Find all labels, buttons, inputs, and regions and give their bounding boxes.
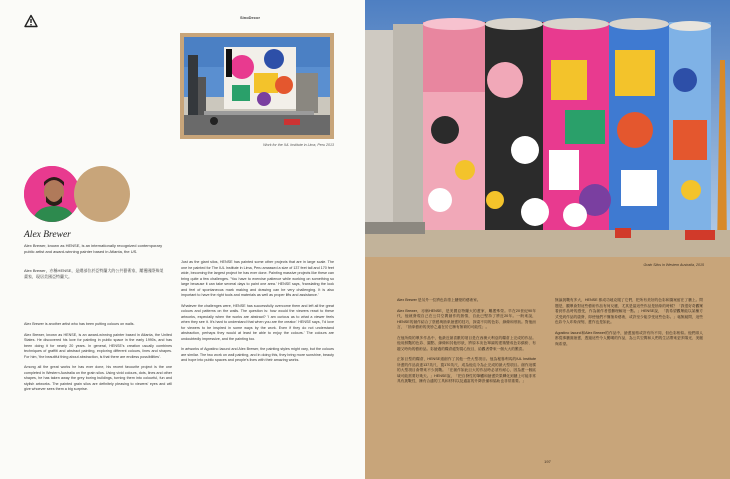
paragraph: 無論挑戰有多大，HENSE 都成功地克服了它們，把所有美好的色彩和圖案留在了牆上。問題是，觀眾會對這些藝術作品有何反應，尤其是當這些作品是抽象的時候？「我很好奇觀眾看到作品時的感受，作為創作者很難理解這一點。」HENSE說，「我希望觀眾能以某種方式受到作品的啟發，即使他們不懂抽象藝術，或許至少能享受這些色彩。」毫無疑問，這些色彩令人印象深刻，畫作也是如此。: [555, 298, 703, 324]
body-column-3: [397, 298, 536, 390]
triangle-warning-icon: [24, 14, 38, 28]
right-page: [365, 0, 730, 479]
paragraph: Alex Brewer 是另外一位將色彩塗上牆壁的藝術家。: [397, 298, 481, 302]
artist-portrait: [24, 166, 80, 222]
paragraph: In artworks of Agostino Iacurci and Alex Brewer, the painting styles might vary, but the colours are similar. The two work on wall painting, and in doing this, they bring more sunshine, beauty and hope into public spaces and people's lives with their amazing works.: [181, 347, 334, 362]
magazine-name: SinoDecor: [240, 15, 261, 20]
body-column-4: [555, 298, 703, 352]
photo-caption: Grain Silos in Western Australia, 2015: [643, 263, 704, 267]
paragraph: 在他所做的眾多作品中，他最近最喜歡的項目是在西澳大利亞的糧倉上完成的作品。他用鮮豔的色彩、圓點、線條和其他形狀，將原本灰色單調的建築變成色彩繽紛、有趣又時尚的藝術品。彩繪過的糧倉絕對賞心悅目，給觀者帶來一個大大的驚喜。: [397, 335, 536, 351]
decorative-circle: [74, 166, 130, 222]
page-number: 197: [544, 459, 551, 464]
body-column-2: [181, 260, 334, 369]
paragraph: Alex Brewer is another artist who has been putting colours on walls.: [24, 322, 135, 326]
paragraph: 正如巨型的糧倉，HENSE還創作了其他一些大型項目。他為秘魯利馬的IUL Institute 所畫的作品高達137英尺、寬170英尺，成為他迄今為止完成的最大型項目。創作這樣的大型項目會帶來不少挑戰。「在創作如此巨大的作品時必須有耐心，因為畫一個區域可能需要好幾天。」HENSE說，「把自發性的筆觸和繪畫效果轉化到牆上可能非常具有挑戰性，擁有合適的工具和材料以及適當的升降設備和協助也非常重要。」: [397, 357, 536, 383]
paragraph: Among all the great works he has ever done, his recent favourite project is the one completed in Western Australia on the grain silos. Using vivid colours, dots, lines and other shapes, he has taken away the grey boring buildings, turning them into colourful, fun and stylish artworks. The painted grain silos are definitely pleasing to viewers' eyes and will give whoever sees them a big surprise.: [24, 365, 172, 391]
intro-chinese: Alex Brewer，亦稱HENSE，是總部位於亞特蘭大的公共藝術家，屢獲國際殊榮畫家，現居美國亞特蘭大。: [24, 268, 164, 279]
intro-english: Alex Brewer, known as HENSE, is an internationally recognized contemporary public artist and award-winning painter based in Atlanta, the US.: [24, 243, 163, 254]
photo-grain-silos: [365, 0, 730, 257]
photo-lima-building: [180, 33, 334, 139]
paragraph: Just as the giant silos, HENSE has painted some other projects that are in large scale. The one he painted for The IUL Institute in Lima, Peru amassed a size of 137 feet tall and 170 feet wide, becoming the largest project he has ever done. Painting massive projects like these can bring quite a few challenges. 'You have to exercise patience while working on something so large because it can take several days to paint one area.' HENSE says, 'translating the look and feel of spontaneous mark making and drawing can be very challenging. It is also important to have the right tools and materials as well as proper lifts and assistance.': [181, 260, 334, 297]
paragraph: Agostino Iacurci和Alex Brewer的作品中，繪畫風格或許有所不同，但色彩相似。他們兩人都從事牆面繪畫，透過這些令人驚嘆的作品，為公共空間和人們的生活帶來更多陽光、美麗與希望。: [555, 330, 703, 346]
paragraph: Alex Brewer, known as HENSE, is an award-winning painter based in Atlanta, the United States. He discovered his love for painting in public space in the early 1990s, and has been doing it for nearly 20 years. In general, HENSE's creation usually combines techniques of graffiti and abstract painting, exploring different colours, lines and shapes. For him, 'the beautiful thing about abstraction, is that there are endless possibilities'.: [24, 332, 172, 359]
paragraph: Whatever the challenges were, HENSE has successfully overcome them and left all the great colours and patterns on the walls. The question is: how would the viewers react to these artworks, especially when the works are abstract? 'I am curious as to what a viewer feels when they see it. It's hard to understand that when you are the creator.' HENSE says, 'I'd love for viewers to be inspired in some ways by the work. Even if they do not understand abstraction, perhaps they would at least be able to enjoy the colours.' The colours are undoubtedly impressive, and the painting too.: [181, 303, 334, 341]
photo-caption: Work for the IUL Institute in Lima, Peru 2013: [263, 143, 334, 147]
body-column-1: [24, 322, 172, 398]
artist-name: Alex Brewer: [24, 230, 71, 240]
paragraph: Alex Brewer，亦稱HENSE，是美國亞特蘭大的畫家，屢獲殊榮。早在20世紀90年代，他就發現自己在公共空間創作的熱情，自此已堅持了將近20年。一般來說，HENSE的創作結合了塗鴉與抽象繪畫的技巧，探索不同的色彩、線條和形狀。對他而言，「抽象藝術的美妙之處在於它擁有無窮的可能性」。: [397, 308, 536, 329]
